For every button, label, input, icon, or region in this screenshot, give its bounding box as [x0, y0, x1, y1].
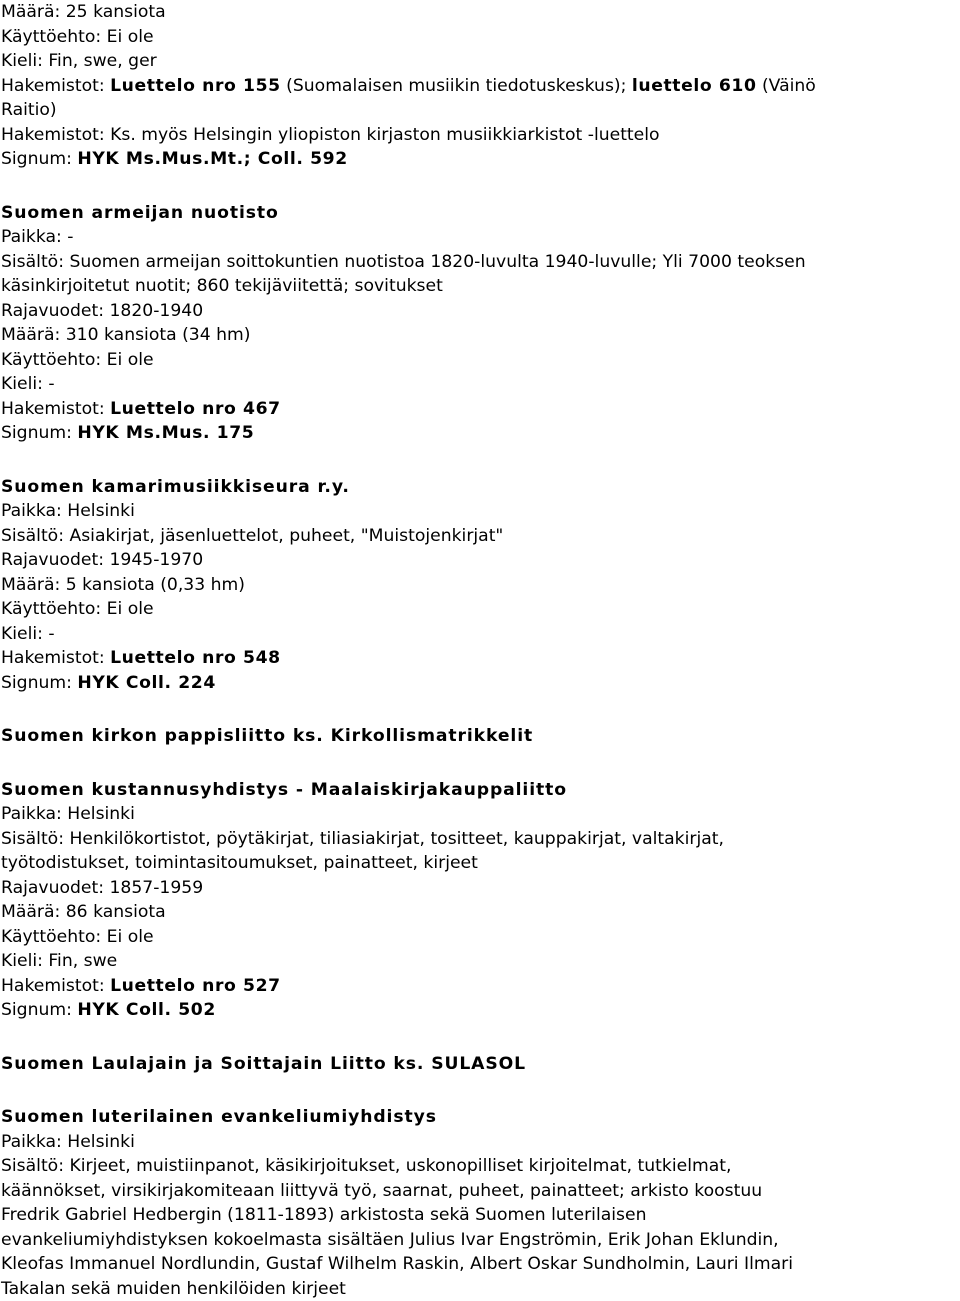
- entry-kayttoehto: Käyttöehto: Ei ole: [1, 348, 960, 373]
- entry-kayttoehto: Käyttöehto: Ei ole: [1, 925, 960, 950]
- intro-hakemistot-cont: Raitio): [1, 98, 960, 123]
- intro-signum-value: HYK Ms.Mus.Mt.; Coll. 592: [77, 149, 347, 169]
- entry-title: Suomen armeijan nuotisto: [1, 201, 960, 226]
- intro-hakemistot-tail: (Väinö: [757, 76, 816, 96]
- entry-kirkon-pappisliitto: [1, 724, 960, 749]
- entry-sisalto: Sisältö: Asiakirjat, jäsenluettelot, puheet, "Muistojenkirjat": [1, 524, 960, 549]
- spacer: [1, 446, 960, 475]
- intro-hakemistot: [1, 74, 960, 99]
- entry-maara: Määrä: 86 kansiota: [1, 900, 960, 925]
- entry-paikka: Paikka: -: [1, 225, 960, 250]
- spacer: [1, 749, 960, 778]
- entry-signum-value: HYK Coll. 224: [77, 673, 216, 693]
- entry-sisalto: Sisältö: Kirjeet, muistiinpanot, käsikirjoitukset, uskonopilliset kirjoitelmat, tutkielmat,: [1, 1154, 960, 1179]
- entry-hakemistot-value: Luettelo nro 467: [110, 399, 281, 419]
- entry-hakemistot-label: Hakemistot:: [1, 399, 110, 419]
- intro-signum-label: Signum:: [1, 149, 77, 169]
- entry-evankeliumiyhdistys: [1, 1105, 960, 1301]
- intro-kayttoehto: Käyttöehto: Ei ole: [1, 25, 960, 50]
- entry-armeijan-nuotisto: [1, 201, 960, 446]
- entry-rajavuodet: Rajavuodet: 1945-1970: [1, 548, 960, 573]
- entry-signum-label: Signum:: [1, 1000, 77, 1020]
- intro-signum: [1, 147, 960, 172]
- entry-hakemistot-label: Hakemistot:: [1, 976, 110, 996]
- entry-kamarimusiikkiseura: [1, 475, 960, 696]
- entry-title: Suomen kamarimusiikkiseura r.y.: [1, 475, 960, 500]
- intro-kieli: Kieli: Fin, swe, ger: [1, 49, 960, 74]
- entry-sisalto: Sisältö: Henkilökortistot, pöytäkirjat, tiliasiakirjat, tositteet, kauppakirjat, valtakirjat,: [1, 827, 960, 852]
- entry-paikka: Paikka: Helsinki: [1, 499, 960, 524]
- spacer: [1, 1076, 960, 1105]
- spacer: [1, 695, 960, 724]
- entry-hakemistot-label: Hakemistot:: [1, 648, 110, 668]
- entry-kieli: Kieli: -: [1, 372, 960, 397]
- entry-sisalto-cont: käännökset, virsikirjakomiteaan liittyvä työ, saarnat, puheet, painatteet; arkisto koostuu: [1, 1179, 960, 1204]
- entry-sisalto-cont: käsinkirjoitetut nuotit; 860 tekijäviitettä; sovitukset: [1, 274, 960, 299]
- intro-block: [1, 0, 960, 172]
- intro-hakemistot-mid: (Suomalaisen musiikin tiedotuskeskus);: [281, 76, 632, 96]
- entry-kustannusyhdistys: [1, 778, 960, 1023]
- entry-maara: Määrä: 5 kansiota (0,33 hm): [1, 573, 960, 598]
- entry-signum: [1, 671, 960, 696]
- entry-kieli: Kieli: -: [1, 622, 960, 647]
- entry-sisalto-cont: Kleofas Immanuel Nordlundin, Gustaf Wilhelm Raskin, Albert Oskar Sundholmin, Lauri Ilmari: [1, 1252, 960, 1277]
- entry-signum-label: Signum:: [1, 423, 77, 443]
- entry-kieli: Kieli: Fin, swe: [1, 949, 960, 974]
- entry-sisalto: Sisältö: Suomen armeijan soittokuntien nuotistoa 1820-luvulta 1940-luvulle; Yli 7000 teoksen: [1, 250, 960, 275]
- entry-title: Suomen luterilainen evankeliumiyhdistys: [1, 1105, 960, 1130]
- entry-hakemistot-value: Luettelo nro 548: [110, 648, 281, 668]
- entry-hakemistot: [1, 974, 960, 999]
- entry-sisalto-cont: Takalan sekä muiden henkilöiden kirjeet: [1, 1277, 960, 1301]
- entry-paikka: Paikka: Helsinki: [1, 1130, 960, 1155]
- entry-title: Suomen Laulajain ja Soittajain Liitto ks. SULASOL: [1, 1052, 960, 1077]
- entry-signum-label: Signum:: [1, 673, 77, 693]
- entry-signum-value: HYK Ms.Mus. 175: [77, 423, 254, 443]
- intro-hakemistot-ref2: luettelo 610: [632, 76, 757, 96]
- entry-rajavuodet: Rajavuodet: 1820-1940: [1, 299, 960, 324]
- entry-hakemistot-value: Luettelo nro 527: [110, 976, 281, 996]
- intro-maara: Määrä: 25 kansiota: [1, 0, 960, 25]
- intro-hakemistot-ref1: Luettelo nro 155: [110, 76, 281, 96]
- entry-kayttoehto: Käyttöehto: Ei ole: [1, 597, 960, 622]
- entry-hakemistot: [1, 397, 960, 422]
- entry-title: Suomen kustannusyhdistys - Maalaiskirjakauppaliitto: [1, 778, 960, 803]
- entry-signum: [1, 421, 960, 446]
- spacer: [1, 172, 960, 201]
- entry-maara: Määrä: 310 kansiota (34 hm): [1, 323, 960, 348]
- entry-title: Suomen kirkon pappisliitto ks. Kirkollismatrikkelit: [1, 724, 960, 749]
- intro-hakemistot2: Hakemistot: Ks. myös Helsingin yliopiston kirjaston musiikkiarkistot -luettelo: [1, 123, 960, 148]
- entry-laulajain-liitto: [1, 1052, 960, 1077]
- entry-signum: [1, 998, 960, 1023]
- entry-hakemistot: [1, 646, 960, 671]
- entry-paikka: Paikka: Helsinki: [1, 802, 960, 827]
- entry-signum-value: HYK Coll. 502: [77, 1000, 216, 1020]
- entry-sisalto-cont: Fredrik Gabriel Hedbergin (1811-1893) arkistosta sekä Suomen luterilaisen: [1, 1203, 960, 1228]
- entry-sisalto-cont: evankeliumiyhdistyksen kokoelmasta sisältäen Julius Ivar Engströmin, Erik Johan Eklundin,: [1, 1228, 960, 1253]
- spacer: [1, 1023, 960, 1052]
- entry-rajavuodet: Rajavuodet: 1857-1959: [1, 876, 960, 901]
- intro-hakemistot-label: Hakemistot:: [1, 76, 110, 96]
- entry-sisalto-cont: työtodistukset, toimintasitoumukset, painatteet, kirjeet: [1, 851, 960, 876]
